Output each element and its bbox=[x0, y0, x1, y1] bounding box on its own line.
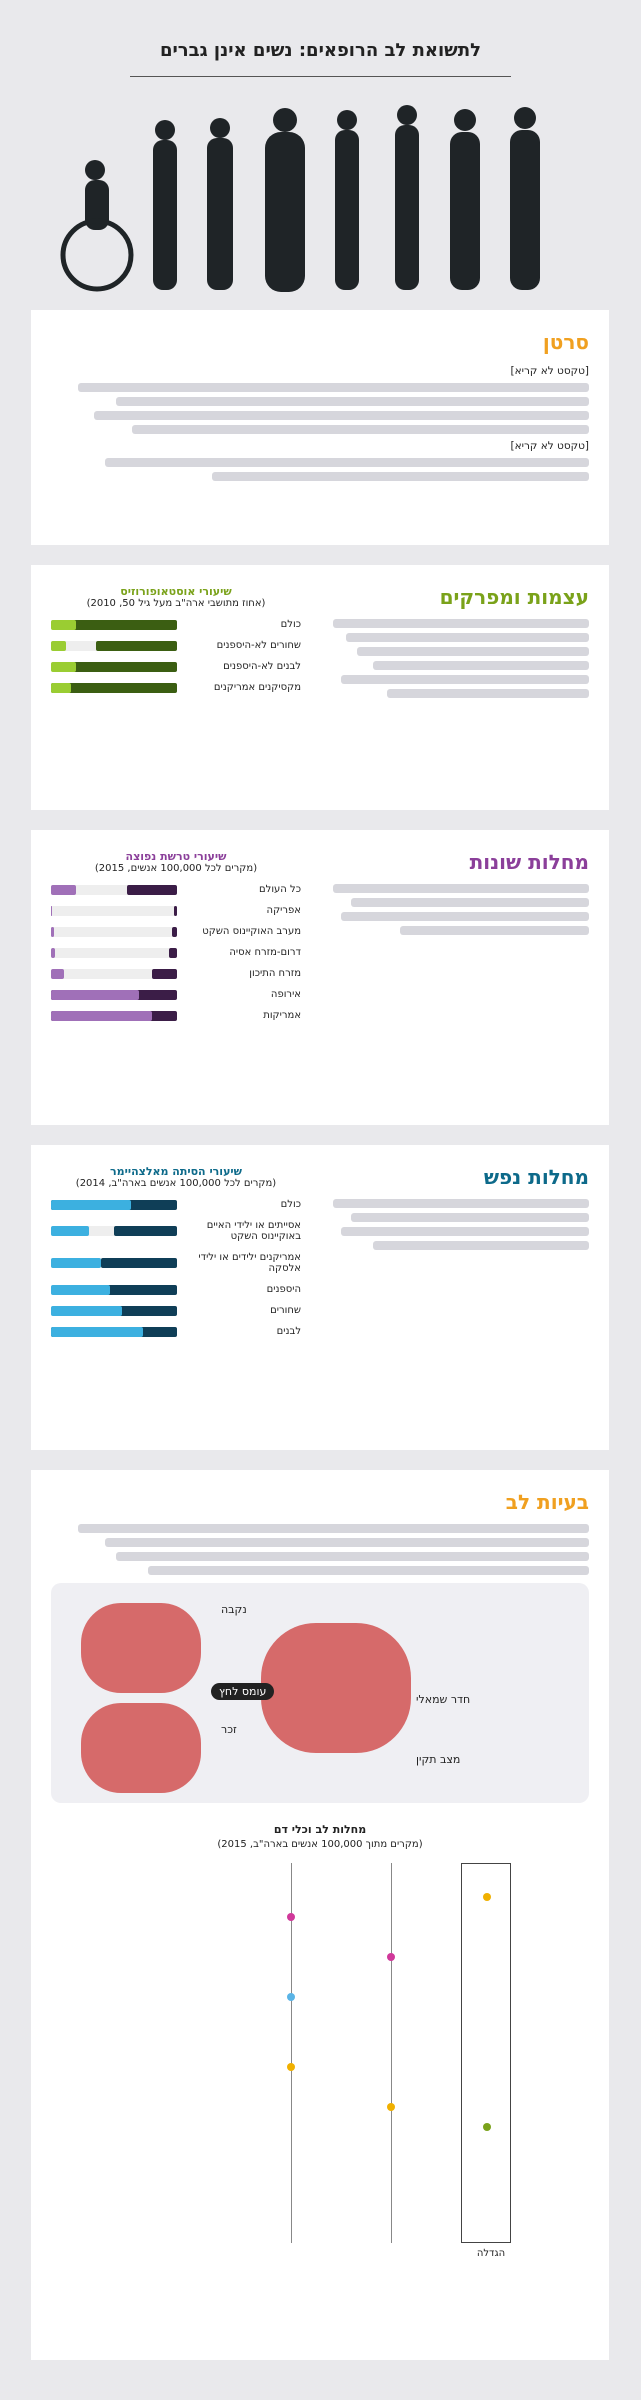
text-line bbox=[351, 898, 589, 907]
bar-track bbox=[51, 641, 177, 651]
chart-row bbox=[51, 926, 301, 937]
title-bones: עצמות ומפרקים bbox=[439, 585, 589, 609]
chart-row bbox=[51, 1252, 301, 1274]
chart-title: שיעורי טרשת נפוצה bbox=[125, 850, 227, 863]
category-label: שחורים לא-היספנים bbox=[216, 640, 301, 651]
heart-normal bbox=[81, 1603, 201, 1693]
bar-0 bbox=[172, 927, 177, 937]
dot bbox=[387, 2103, 395, 2111]
card-heart bbox=[31, 1470, 609, 2360]
bar-1 bbox=[51, 948, 55, 958]
chart-row bbox=[51, 640, 301, 651]
cancer-text-1: [טקסט לא קריא] bbox=[510, 365, 589, 377]
bar-0 bbox=[169, 948, 177, 958]
cvd-chart-sub: (מקרים מתוך 100,000 אנשים בארה"ב, 2015) bbox=[217, 1839, 423, 1850]
dot bbox=[287, 1913, 295, 1921]
ms-chart bbox=[51, 850, 301, 1031]
category-label: כולם bbox=[280, 619, 301, 630]
text-line bbox=[341, 912, 589, 921]
hero bbox=[0, 0, 641, 300]
text-line bbox=[78, 1524, 589, 1533]
dot bbox=[483, 1893, 491, 1901]
card-mental bbox=[31, 1145, 609, 1450]
bar-track bbox=[51, 906, 177, 916]
text-line bbox=[105, 458, 589, 467]
chart-row bbox=[51, 661, 301, 672]
cvd-chart-title: מחלות לב וכלי דם bbox=[273, 1823, 367, 1836]
text-line bbox=[132, 425, 589, 434]
bar-track bbox=[51, 1327, 177, 1337]
bar-1 bbox=[51, 885, 76, 895]
bar-track bbox=[51, 1306, 177, 1316]
category-label: היספנים bbox=[266, 1284, 301, 1295]
bar-1 bbox=[51, 1327, 143, 1337]
zoom-label: הגדלה bbox=[476, 2248, 506, 2259]
title-heart: בעיות לב bbox=[505, 1490, 589, 1514]
text-line bbox=[333, 1199, 590, 1208]
text-line bbox=[357, 647, 589, 656]
dot bbox=[483, 2123, 491, 2131]
category-label: דרום-מזרח אסיה bbox=[229, 947, 301, 958]
bar-track bbox=[51, 620, 177, 630]
bar-0 bbox=[152, 969, 177, 979]
category-label: אירופה bbox=[270, 989, 301, 1000]
title-mental: מחלות נפש bbox=[483, 1165, 589, 1189]
chart-row bbox=[51, 947, 301, 958]
chart-subtitle: (מקרים לכל 100,000 אנשים, 2015) bbox=[94, 863, 258, 874]
bar-track bbox=[51, 1226, 177, 1236]
text-line bbox=[341, 675, 589, 684]
title-divider bbox=[130, 76, 511, 77]
text-line bbox=[400, 926, 589, 935]
text-line bbox=[373, 661, 589, 670]
text-line bbox=[105, 1538, 589, 1547]
bar-0 bbox=[101, 1258, 177, 1268]
bar-track bbox=[51, 1258, 177, 1268]
alzheimer-chart bbox=[51, 1165, 301, 1347]
bar-track bbox=[51, 948, 177, 958]
bar-1 bbox=[51, 662, 76, 672]
heart-illustration bbox=[51, 1583, 589, 1803]
bar-1 bbox=[51, 1285, 110, 1295]
bar-track bbox=[51, 1285, 177, 1295]
card-bones bbox=[31, 565, 609, 810]
bar-1 bbox=[51, 1306, 122, 1316]
text-line bbox=[333, 884, 590, 893]
chart-row bbox=[51, 1305, 301, 1316]
category-label: כל העולם bbox=[259, 884, 301, 895]
bar-1 bbox=[51, 1011, 152, 1021]
bar-track bbox=[51, 969, 177, 979]
bar-track bbox=[51, 1011, 177, 1021]
chart-row bbox=[51, 989, 301, 1000]
chart-row bbox=[51, 682, 301, 693]
zoom-box bbox=[461, 1863, 511, 2243]
page-title: לתשואת לב הרופאים: נשים אינן גברים bbox=[159, 40, 482, 61]
chart-row bbox=[51, 1199, 301, 1210]
bar-track bbox=[51, 885, 177, 895]
card-misc bbox=[31, 830, 609, 1125]
heart-male bbox=[81, 1703, 201, 1793]
bar-1 bbox=[51, 990, 139, 1000]
category-label: אמריקות bbox=[263, 1010, 301, 1021]
text-line bbox=[212, 472, 589, 481]
label-state: מצב תקין bbox=[416, 1753, 461, 1766]
bar-track bbox=[51, 662, 177, 672]
chart-row bbox=[51, 1010, 301, 1021]
chart-row bbox=[51, 905, 301, 916]
text-line bbox=[116, 397, 589, 406]
bar-1 bbox=[51, 906, 52, 916]
chart-row bbox=[51, 619, 301, 630]
category-label: לבנים לא-היספנים bbox=[223, 661, 301, 672]
chart-row bbox=[51, 884, 301, 895]
category-label: לבנים bbox=[276, 1326, 301, 1337]
chart-subtitle: (מקרים לכל 100,000 אנשים בארה"ב, 2014) bbox=[75, 1178, 277, 1189]
chart-row bbox=[51, 968, 301, 979]
osteoporosis-chart bbox=[51, 585, 301, 703]
bar-track bbox=[51, 927, 177, 937]
label-normal: נקבה bbox=[221, 1603, 247, 1616]
label-left: חדר שמאלי bbox=[416, 1693, 471, 1706]
text-line bbox=[341, 1227, 589, 1236]
chart-title: שיעורי הסיתה מאלצהיימר bbox=[110, 1165, 242, 1178]
bar-track bbox=[51, 683, 177, 693]
category-label: אפריקה bbox=[266, 905, 301, 916]
bar-1 bbox=[51, 641, 66, 651]
bar-0 bbox=[66, 620, 177, 630]
category-label: שחורים bbox=[270, 1305, 301, 1316]
bar-track bbox=[51, 990, 177, 1000]
text-line bbox=[351, 1213, 589, 1222]
axis-mortality bbox=[391, 1863, 392, 2243]
text-line bbox=[148, 1566, 589, 1575]
text-line bbox=[78, 383, 589, 392]
card-cancer bbox=[31, 310, 609, 545]
women-silhouettes bbox=[55, 90, 595, 300]
category-label: כולם bbox=[280, 1199, 301, 1210]
chart-row bbox=[51, 1284, 301, 1295]
pressure-tag: עומס לחץ bbox=[211, 1683, 274, 1700]
heart-large bbox=[261, 1623, 411, 1753]
bar-0 bbox=[127, 885, 177, 895]
chart-row bbox=[51, 1326, 301, 1337]
cancer-text-2: [טקסט לא קריא] bbox=[510, 440, 589, 452]
category-label: מערב האוקיינוס השקט bbox=[202, 926, 301, 937]
text-line bbox=[373, 1241, 589, 1250]
bar-0 bbox=[174, 906, 177, 916]
text-line bbox=[333, 619, 590, 628]
dot bbox=[287, 1993, 295, 2001]
bar-1 bbox=[51, 1200, 131, 1210]
dot bbox=[287, 2063, 295, 2071]
category-label: מקסיקנים אמריקנים bbox=[213, 682, 301, 693]
bar-1 bbox=[51, 1226, 89, 1236]
chart-subtitle: (אחוז מתושבי ארה"ב מעל גיל 50, 2010) bbox=[86, 598, 266, 609]
text-line bbox=[387, 689, 590, 698]
text-line bbox=[116, 1552, 589, 1561]
bar-1 bbox=[51, 1258, 101, 1268]
title-cancer: סרטן bbox=[542, 330, 589, 354]
category-label: אסייתים או ילידי האיים באוקיינוס השקט bbox=[206, 1220, 301, 1242]
label-male: זכר bbox=[221, 1723, 237, 1736]
category-label: אמריקנים ילידים או ילידי אלסקה bbox=[198, 1252, 301, 1274]
bar-0 bbox=[114, 1226, 177, 1236]
text-line bbox=[94, 411, 589, 420]
category-label: מזרח התיכון bbox=[249, 968, 301, 979]
cvd-chart bbox=[51, 1823, 589, 2263]
chart-row bbox=[51, 1220, 301, 1242]
bar-1 bbox=[51, 620, 76, 630]
bar-1 bbox=[51, 927, 54, 937]
title-misc: מחלות שונות bbox=[469, 850, 589, 874]
chart-title: שיעורי אוסטאופורוזיס bbox=[120, 585, 232, 598]
bar-1 bbox=[51, 683, 71, 693]
dot bbox=[387, 1953, 395, 1961]
text-line bbox=[346, 633, 589, 642]
bar-1 bbox=[51, 969, 64, 979]
bar-0 bbox=[96, 641, 177, 651]
bar-track bbox=[51, 1200, 177, 1210]
